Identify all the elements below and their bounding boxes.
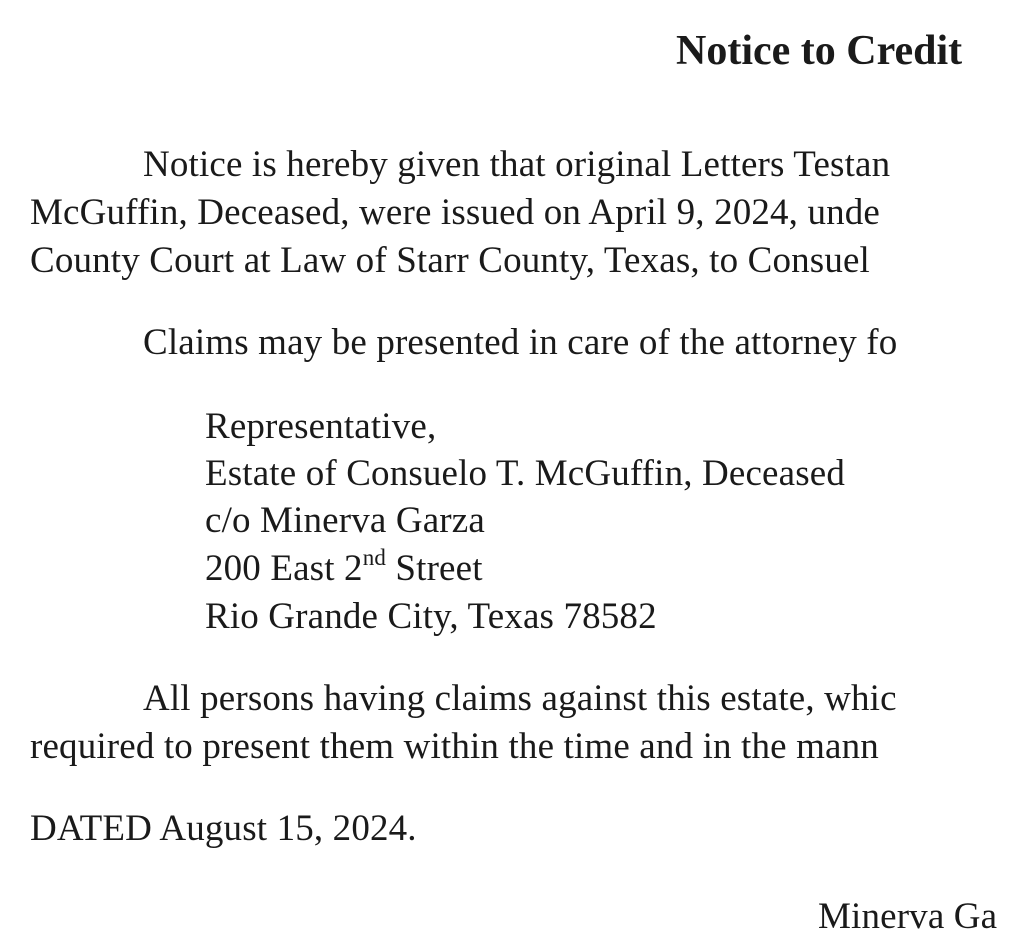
document-title: Notice to Credit <box>676 28 963 74</box>
ordinal-suffix: nd <box>362 544 387 570</box>
paragraph-1-line-2: McGuffin, Deceased, were issued on April 9, 2024, unde <box>30 192 880 233</box>
signature-name: Minerva Ga <box>818 896 998 937</box>
address-line-4 <box>205 545 483 593</box>
address-line-5: Rio Grande City, Texas 78582 <box>205 596 657 637</box>
street-name: Street <box>386 548 483 589</box>
street-number: 200 East 2 <box>205 548 363 589</box>
address-line-2: Estate of Consuelo T. McGuffin, Deceased <box>205 453 845 494</box>
address-line-3: c/o Minerva Garza <box>205 500 485 541</box>
paragraph-3-line-1: All persons having claims against this estate, whic <box>143 678 897 719</box>
paragraph-1-line-3: County Court at Law of Starr County, Texas, to Consuel <box>30 240 870 281</box>
paragraph-3-line-2: required to present them within the time and in the mann <box>30 726 879 767</box>
dated-line: DATED August 15, 2024. <box>30 808 417 849</box>
address-line-1: Representative, <box>205 406 437 447</box>
paragraph-1-line-1: Notice is hereby given that original Letters Testan <box>143 144 891 185</box>
paragraph-2-line-1: Claims may be presented in care of the attorney fo <box>143 322 898 363</box>
